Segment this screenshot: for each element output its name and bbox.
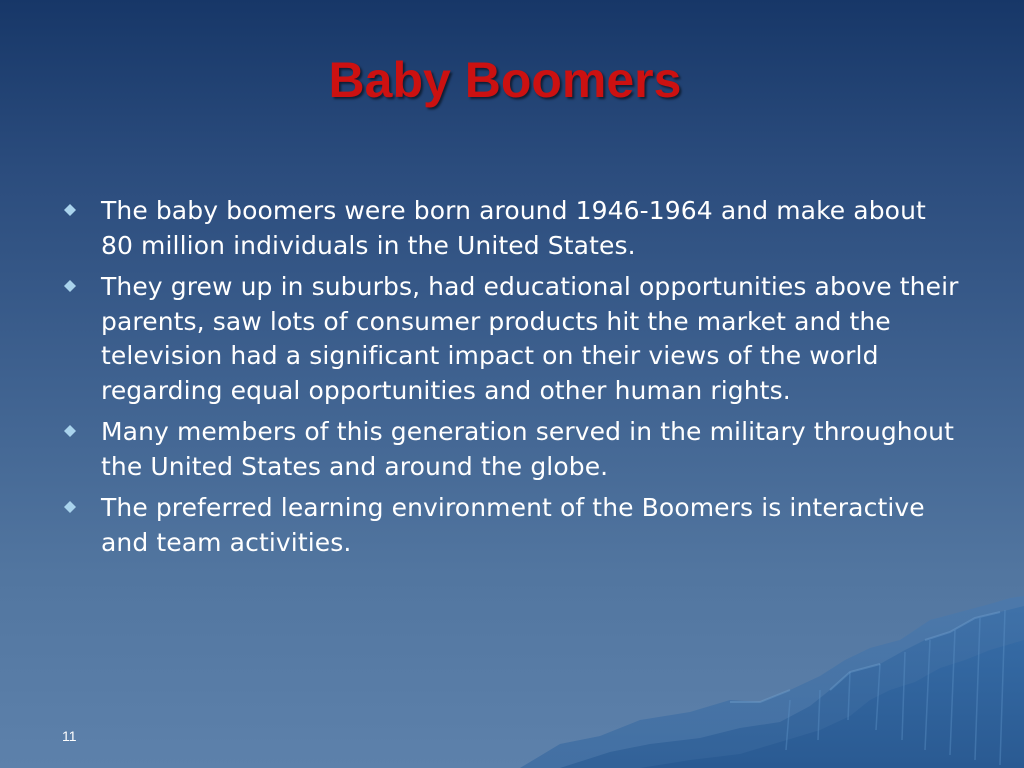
bullet-list: [62, 194, 962, 567]
bullet-text: The preferred learning environment of the Boomers is interactive and team activities.: [101, 493, 925, 557]
bullet-item: [62, 415, 962, 484]
diamond-bullet-icon: [64, 280, 76, 292]
bullet-text: The baby boomers were born around 1946-1964 and make about 80 million individuals in the United States.: [101, 196, 926, 260]
bullet-text: Many members of this generation served in the military throughout the United States and around the globe.: [101, 417, 954, 481]
diamond-bullet-icon: [64, 204, 76, 216]
diamond-bullet-icon: [64, 501, 76, 513]
slide-title: Baby Boomers: [328, 52, 682, 108]
slide-number: 11: [62, 728, 77, 744]
bullet-item: [62, 491, 962, 560]
bullet-item: [62, 194, 962, 263]
diamond-bullet-icon: [64, 425, 76, 437]
bullet-text: They grew up in suburbs, had educational opportunities above their parents, saw lots of consumer products hit the market and the television had a significant impact on their views of the world regarding equal opportunities and other human rights.: [101, 272, 959, 405]
bullet-item: [62, 270, 962, 408]
